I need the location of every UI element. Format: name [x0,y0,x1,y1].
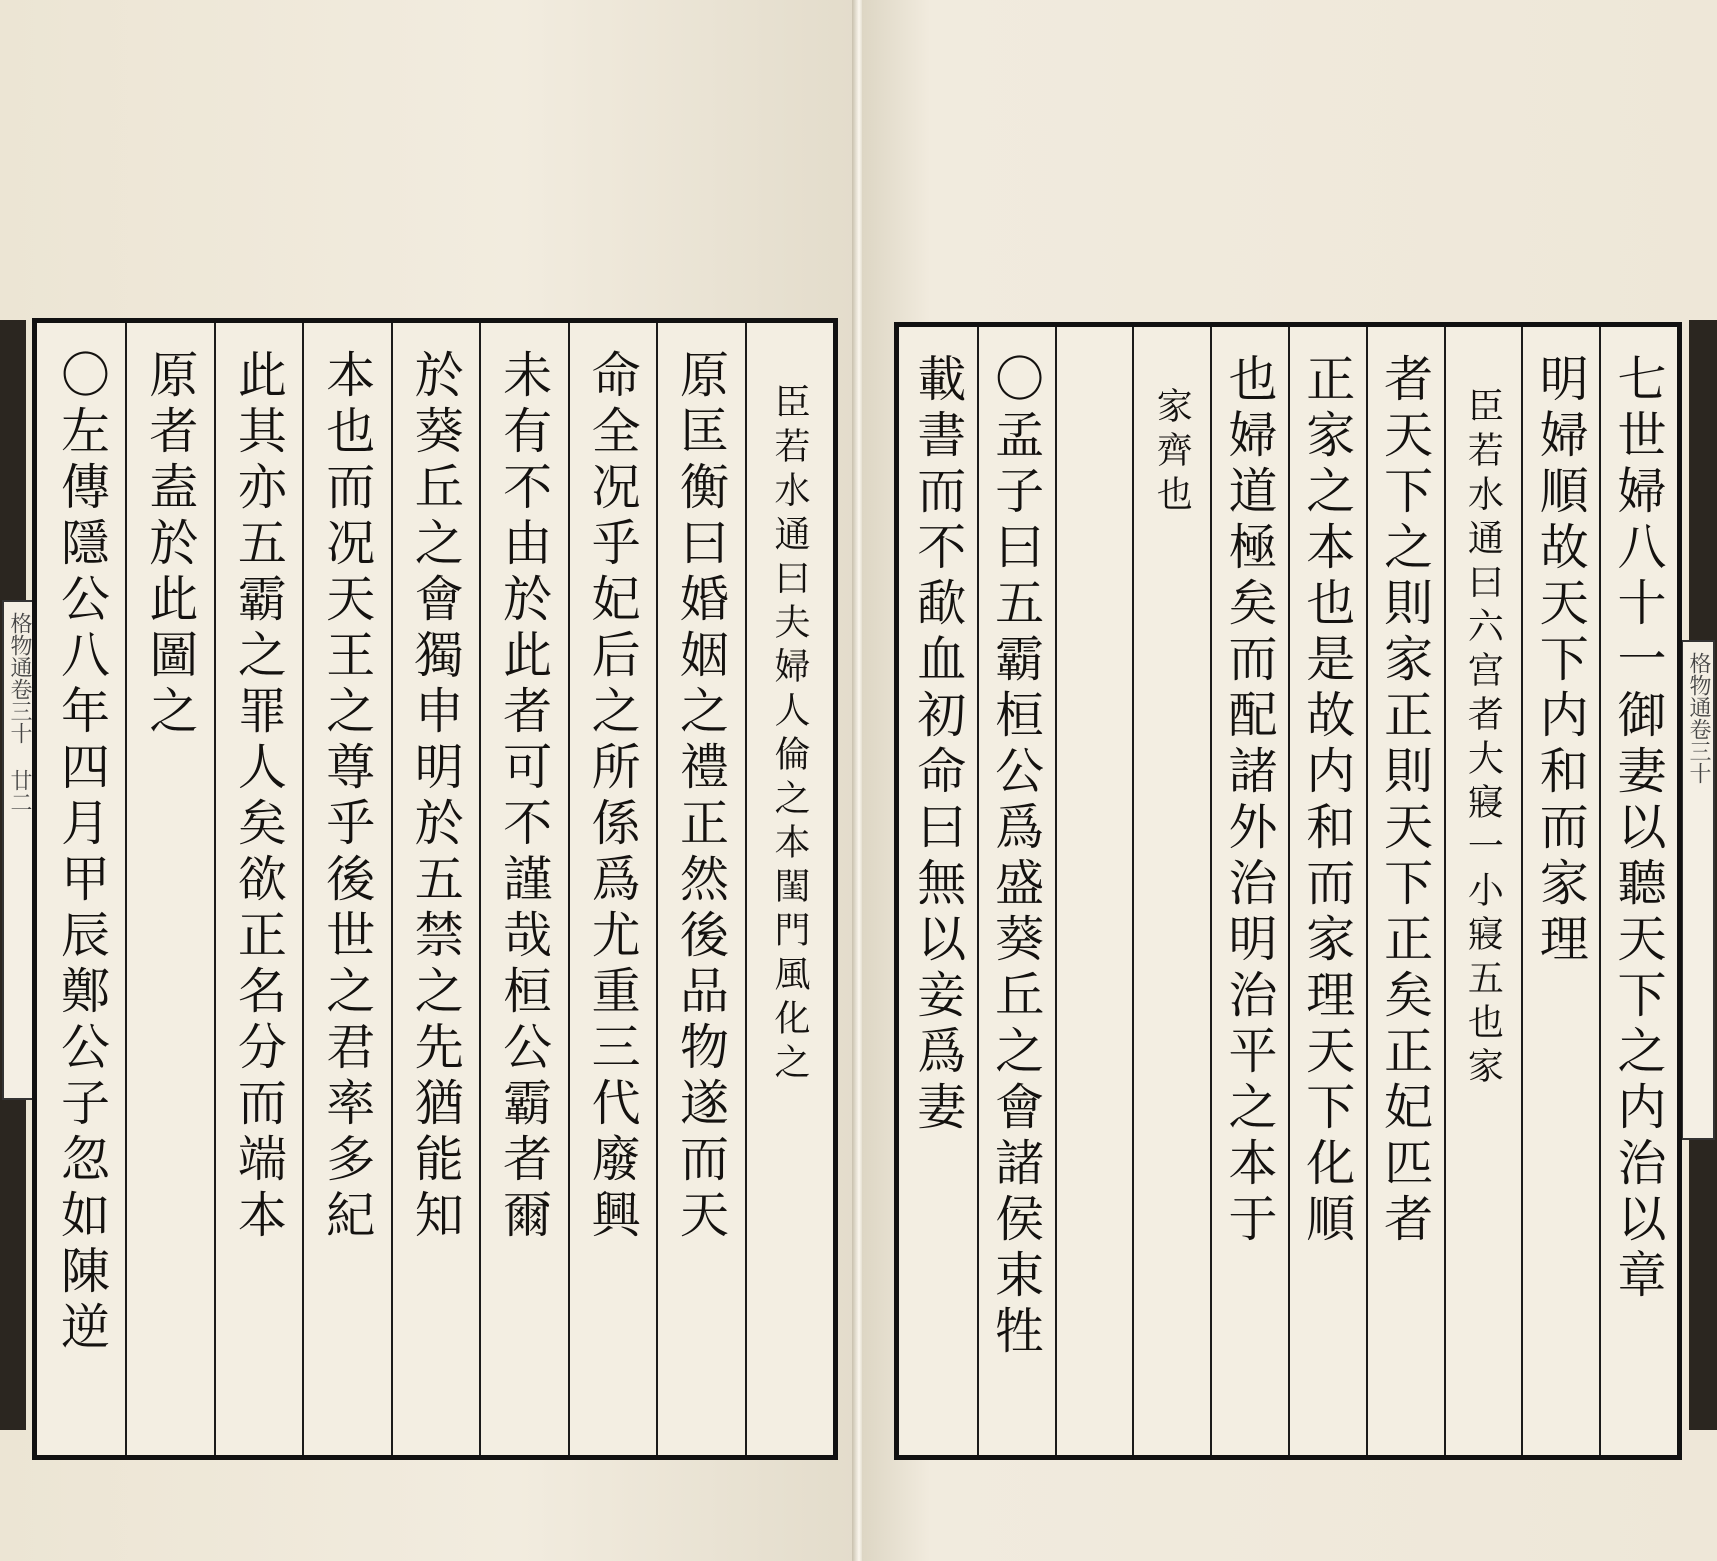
column-text: 命全况乎妃后之所係爲尤重三代廢興 [584,349,642,1245]
text-column [745,323,833,1455]
right-tab-label: 格物通卷三十 [1686,652,1711,784]
column-text: 正家之本也是故内和而家理天下化順 [1298,353,1356,1249]
text-column [479,323,567,1455]
text-column [899,327,977,1455]
text-column [1132,327,1210,1455]
column-text: 原者盍於此圖之 [141,349,199,741]
text-column [568,323,656,1455]
column-text: 七世婦八十一御妻以聽天下之内治以章 [1609,353,1667,1305]
text-column [1210,327,1288,1455]
column-text: 〇孟子曰五霸桓公爲盛葵丘之會諸侯束牲 [987,353,1045,1361]
text-column [37,323,125,1455]
column-text: 明婦順故天下内和而家理 [1532,353,1590,969]
column-text: 臣若水通曰夫婦人倫之本閨門風化之 [768,383,810,1087]
column-text: 者天下之則家正則天下正矣正妃匹者 [1376,353,1434,1249]
right-page [862,0,1717,1561]
text-column [1366,327,1444,1455]
left-page [0,0,858,1561]
text-column [125,323,213,1455]
text-column [1599,327,1677,1455]
text-column [1055,327,1133,1455]
text-column [391,323,479,1455]
column-text: 未有不由於此者可不謹哉桓公霸者爾 [495,349,553,1245]
column-text: 臣若水通曰六宫者大寢一小寢五也家 [1462,387,1504,1091]
left-tab-label: 格物通卷三十 廿二 [7,612,32,813]
text-column [977,327,1055,1455]
column-text: 家齊也 [1151,387,1193,519]
text-column [1444,327,1522,1455]
column-text: 載書而不歃血初命曰無以妾爲妻 [909,353,967,1137]
column-text: 本也而况天王之尊乎後世之君率多紀 [318,349,376,1245]
right-text-frame [894,322,1682,1460]
text-column [214,323,302,1455]
text-column [1288,327,1366,1455]
column-text: 此其亦五霸之罪人矣欲正名分而端本 [230,349,288,1245]
column-text: 〇左傳隱公八年四月甲辰鄭公子忽如陳逆 [53,349,111,1357]
text-column [1521,327,1599,1455]
left-text-frame [32,318,838,1460]
column-text: 於葵丘之會獨申明於五禁之先猶能知 [407,349,465,1245]
text-column [302,323,390,1455]
column-text: 也婦道極矣而配諸外治明治平之本于 [1220,353,1278,1249]
right-side-tab [1681,640,1715,1140]
left-side-tab [2,600,36,1100]
text-column [656,323,744,1455]
column-text: 原匡衡曰婚姻之禮正然後品物遂而天 [672,349,730,1245]
